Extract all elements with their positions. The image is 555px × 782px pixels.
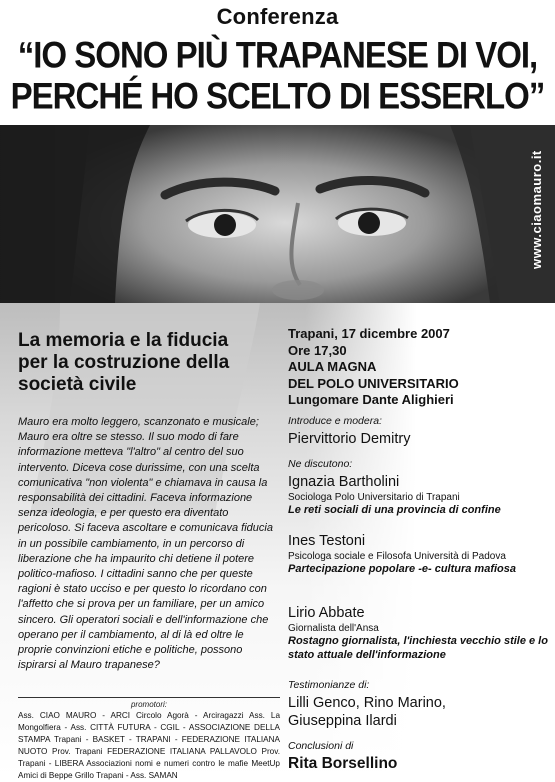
speaker-3 — [288, 605, 548, 662]
event-venue-1: AULA MAGNA — [288, 359, 377, 374]
speaker-2 — [288, 533, 548, 577]
event-time: Ore 17,30 — [288, 342, 347, 358]
testimony-line-2: Giuseppina Ilardi — [288, 713, 397, 729]
speaker-name: Lirio Abbate — [288, 605, 365, 621]
speaker-role: Giornalista dell'Ansa — [288, 623, 379, 634]
promoters-list: Ass. CIAO MAURO - ARCI Circolo Agorà - Arciragazzi Ass. La Mongolfiera - Ass. CITTÀ FUTURA - CGIL - ASSOCIAZIONE DELLA STAMPA Trapani - BASKET - TRAPANI - FEDERAZIONE ITALIANA NUOTO Prov. Trapani FEDERAZIONE ITALIANA PALLAVOLO Prov. Trapani - LIBERA Associazioni nomi e numeri contro le mafie MeetUp Amici di Beppe Grillo Trapani - Ass. SAMAN — [18, 711, 280, 780]
testimony-line-1: Lilli Genco, Rino Marino, — [288, 695, 446, 711]
discuss-label: Ne discutono: — [288, 458, 353, 470]
portrait-illustration — [0, 125, 555, 303]
testimony-label: Testimonianze di: — [288, 679, 370, 691]
promoters-heading: promotori: — [18, 697, 280, 709]
speaker-name: Ignazia Bartholini — [288, 474, 400, 490]
title-line-1: “IO SONO PIÙ TRAPANESE DI VOI, — [17, 33, 538, 76]
speaker-1 — [288, 474, 548, 518]
body-paragraph: Mauro era molto leggero, scanzonato e musicale; Mauro era oltre se stesso. Il suo modo di fare informazione metteva "l'altro" al centro del suo intervento. Diceva cose durissime, con una scelta comunicativa "non violenta" e chiamava in causa la responsabilità dei cittadini. Faceva informazione senza ideologia, e per questo era diventato pericoloso. Si faceva ascoltare e comunicava fiducia in un possibile cambiamento, in un percorso di liberazione che ha impaurito chi detiene il potere politico-mafioso. I cittadini sanno che per queste ragioni è stato ucciso e per questo lo ricordano con l'affetto che si prova per un familiare, per un amico sincero. Gli operatori sociali e dell'informazione che operano per il cambiamento, al di là ed oltre le proprie convinzioni etiche e politiche, possono ispirarsi al Mauro trapanese? — [18, 416, 273, 672]
website-url: www.ciaomauro.it — [529, 150, 544, 270]
event-venue-2: DEL POLO UNIVERSITARIO — [288, 375, 459, 391]
title-line-2: PERCHÉ HO SCELTO DI ESSERLO” — [10, 74, 545, 117]
subtitle-line-3: società civile — [18, 374, 137, 395]
conclusion-name: Rita Borsellino — [288, 755, 398, 772]
subtitle-line-2: per la costruzione della — [18, 352, 230, 373]
portrait-photo — [0, 125, 555, 303]
event-venue-3: Lungomare Dante Alighieri — [288, 392, 454, 407]
speaker-topic: Le reti sociali di una provincia di confine — [288, 504, 501, 516]
conclusion-label: Conclusioni di — [288, 740, 354, 752]
subtitle-line-1: La memoria e la fiducia — [18, 330, 229, 351]
poster-header — [0, 0, 555, 125]
event-date: Trapani, 17 dicembre 2007 — [288, 326, 450, 341]
event-details — [288, 326, 538, 409]
speaker-role: Sociologa Polo Universitario di Trapani — [288, 492, 460, 503]
speaker-topic: Partecipazione popolare -e- cultura mafiosa — [288, 563, 517, 575]
conference-label: Conferenza — [216, 4, 339, 29]
speaker-role: Psicologa sociale e Filosofa Università di Padova — [288, 551, 506, 562]
moderator-name: Piervittorio Demitry — [288, 431, 411, 447]
speaker-name: Ines Testoni — [288, 533, 366, 549]
speaker-topic: Rostagno giornalista, l'inchiesta vecchio stile e lo stato attuale dell'informazione — [288, 635, 548, 661]
intro-label: Introduce e modera: — [288, 415, 382, 427]
subtitle — [18, 330, 278, 396]
